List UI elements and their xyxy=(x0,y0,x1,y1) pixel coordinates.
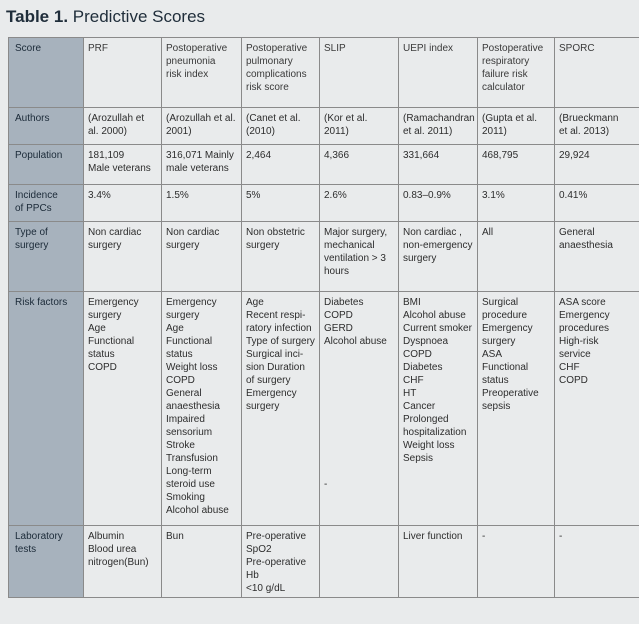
table-body xyxy=(9,38,639,598)
table-cell: (Arozullah et al. 2001) xyxy=(162,108,242,145)
table-cell: ASA score Emergency procedures High-risk service CHF COPD xyxy=(555,292,639,526)
table-row xyxy=(9,38,639,108)
table-row xyxy=(9,108,639,145)
table-cell: 3.4% xyxy=(84,185,162,222)
table-cell: PRF xyxy=(84,38,162,108)
table-title-text: Predictive Scores xyxy=(68,7,206,26)
table-cell: 0.41% xyxy=(555,185,639,222)
table-cell: 1.5% xyxy=(162,185,242,222)
row-header: Type of surgery xyxy=(9,222,84,292)
table-cell: General anaesthesia xyxy=(555,222,639,292)
table-title-number: Table 1. xyxy=(6,7,69,26)
table-row xyxy=(9,145,639,185)
table-cell: (Ramachandran et al. 2011) xyxy=(399,108,478,145)
table-cell: Non cardiac surgery xyxy=(84,222,162,292)
table-cell: 2.6% xyxy=(320,185,399,222)
table-cell: 3.1% xyxy=(478,185,555,222)
table-row xyxy=(9,185,639,222)
table-cell: Emergency surgery Age Functional status Weight loss COPD General anaesthesia Impaired sensorium Stroke Transfusion Long-term steroid use Smoking Alcohol abuse xyxy=(162,292,242,526)
table-row xyxy=(9,526,639,598)
row-header: Score xyxy=(9,38,84,108)
table-cell: Major surgery, mechanical ventilation > 3 hours xyxy=(320,222,399,292)
row-header: Risk factors xyxy=(9,292,84,526)
predictive-scores-table xyxy=(8,37,639,598)
table-cell: Emergency surgery Age Functional status COPD xyxy=(84,292,162,526)
row-header: Population xyxy=(9,145,84,185)
table-cell: Postoperative pulmonary complications risk score xyxy=(242,38,320,108)
table-cell: Liver function xyxy=(399,526,478,598)
table-cell: 2,464 xyxy=(242,145,320,185)
table-cell: SPORC xyxy=(555,38,639,108)
table-cell: (Canet et al. (2010) xyxy=(242,108,320,145)
table-cell: Albumin Blood urea nitrogen(Bun) xyxy=(84,526,162,598)
table-cell: 316,071 Mainly male veterans xyxy=(162,145,242,185)
table-cell: Non cardiac , non-emergency surgery xyxy=(399,222,478,292)
table-cell: 468,795 xyxy=(478,145,555,185)
table-cell: (Kor et al. 2011) xyxy=(320,108,399,145)
table-cell: (Gupta et al. 2011) xyxy=(478,108,555,145)
table-cell xyxy=(320,526,399,598)
table-cell: SLIP xyxy=(320,38,399,108)
table-cell: Pre-operative SpO2 Pre-operative Hb <10 g/dL xyxy=(242,526,320,598)
table-cell: Non obstetric surgery xyxy=(242,222,320,292)
table-cell: All xyxy=(478,222,555,292)
table-cell: Non cardiac surgery xyxy=(162,222,242,292)
table-cell: Age Recent respi- ratory infection Type of surgery Surgical inci- sion Duration of surgery Emergency surgery xyxy=(242,292,320,526)
table-cell: (Brueckmann et al. 2013) xyxy=(555,108,639,145)
table-row xyxy=(9,292,639,526)
table-cell: 4,366 xyxy=(320,145,399,185)
table-cell: Postoperative respiratory failure risk calculator xyxy=(478,38,555,108)
table-cell: - xyxy=(555,526,639,598)
table-cell: Bun xyxy=(162,526,242,598)
row-header: Incidence of PPCs xyxy=(9,185,84,222)
table-cell: UEPI index xyxy=(399,38,478,108)
row-header: Laboratory tests xyxy=(9,526,84,598)
table-title xyxy=(6,6,205,28)
table-cell: 5% xyxy=(242,185,320,222)
table-cell: Postoperative pneumonia risk index xyxy=(162,38,242,108)
table-cell: (Arozullah et al. 2000) xyxy=(84,108,162,145)
table-cell: 29,924 xyxy=(555,145,639,185)
table-cell: Diabetes COPD GERD Alcohol abuse - xyxy=(320,292,399,526)
table-cell: 181,109 Male veterans xyxy=(84,145,162,185)
table-cell: 0.83–0.9% xyxy=(399,185,478,222)
table-row xyxy=(9,222,639,292)
table-cell: 331,664 xyxy=(399,145,478,185)
table-cell: BMI Alcohol abuse Current smoker Dyspnoea COPD Diabetes CHF HT Cancer Prolonged hospitalization Weight loss Sepsis xyxy=(399,292,478,526)
table-cell: Surgical procedure Emergency surgery ASA Functional status Preoperative sepsis xyxy=(478,292,555,526)
row-header: Authors xyxy=(9,108,84,145)
table-cell: - xyxy=(478,526,555,598)
